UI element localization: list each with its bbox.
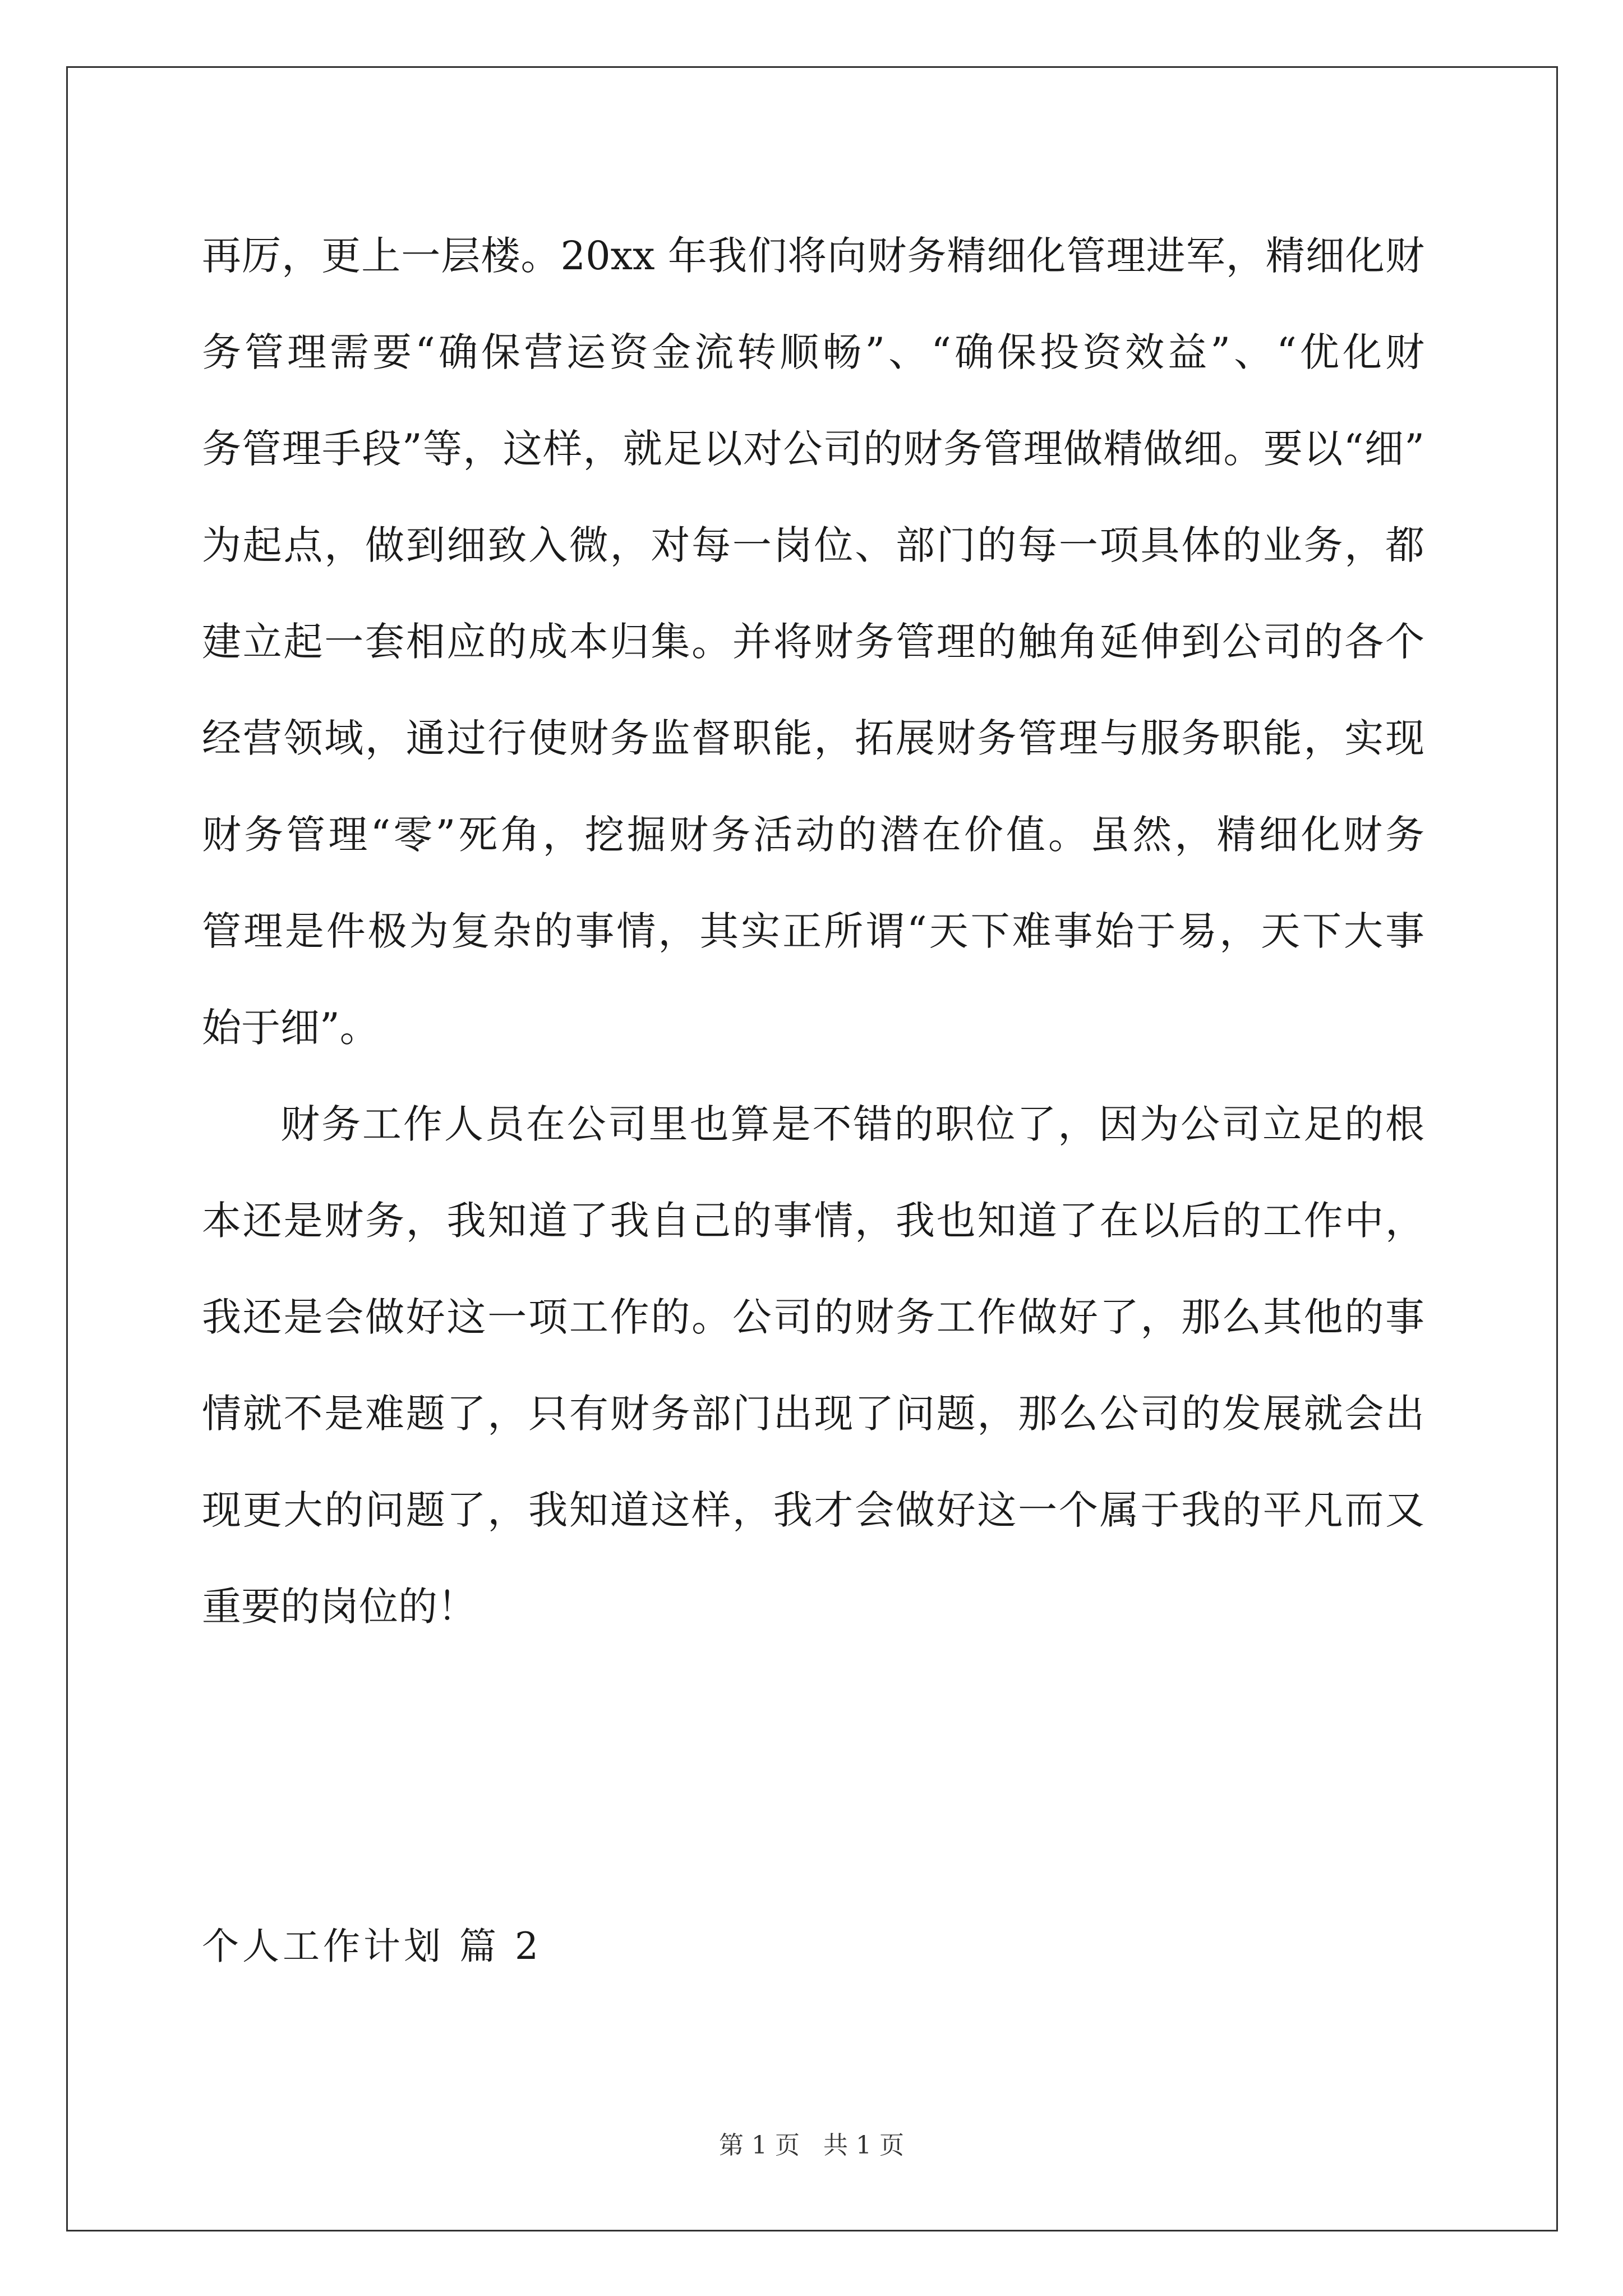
page-number-footer: 第 1 页 共 1 页 xyxy=(719,2131,904,2160)
paragraph-line: 务管理手段”等，这样，就足以对公司的财务管理做精做细。要以“细” xyxy=(202,426,1424,472)
paragraph-line: 情就不是难题了，只有财务部门出现了问题，那么公司的发展就会出 xyxy=(202,1391,1424,1437)
paragraph-line: 始于细”。 xyxy=(202,1005,379,1051)
paragraph-2 xyxy=(202,1076,1424,1655)
paragraph-line: 重要的岗位的！ xyxy=(202,1584,477,1630)
paragraph-line: 经营领域，通过行使财务监督职能，拓展财务管理与服务职能，实现 xyxy=(202,715,1424,761)
paragraph-line: 为起点，做到细致入微，对每一岗位、部门的每一项具体的业务，都 xyxy=(202,522,1424,568)
paragraph-1 xyxy=(202,208,1424,1076)
paragraph-line: 财务管理“零”死角，挖掘财务活动的潜在价值。虽然，精细化财务 xyxy=(202,812,1424,858)
paragraph-line: 务管理需要“确保营运资金流转顺畅”、“确保投资效益”、“优化财 xyxy=(202,329,1424,375)
paragraph-line: 我还是会做好这一项工作的。公司的财务工作做好了，那么其他的事 xyxy=(202,1294,1424,1340)
paragraph-line: 管理是件极为复杂的事情，其实正所谓“天下难事始于易，天下大事 xyxy=(202,908,1424,954)
paragraph-line: 再厉，更上一层楼。20xx 年我们将向财务精细化管理进军，精细化财 xyxy=(202,233,1424,279)
paragraph-line: 本还是财务，我知道了我自己的事情，我也知道了在以后的工作中， xyxy=(202,1198,1424,1244)
document-body xyxy=(202,208,1424,1655)
paragraph-line: 现更大的问题了，我知道这样，我才会做好这一个属于我的平凡而又 xyxy=(202,1487,1424,1533)
paragraph-line: 财务工作人员在公司里也算是不错的职位了，因为公司立足的根 xyxy=(280,1101,1424,1147)
paragraph-line: 建立起一套相应的成本归集。并将财务管理的触角延伸到公司的各个 xyxy=(202,619,1424,665)
section-heading: 个人工作计划 篇 2 xyxy=(202,1925,542,1968)
